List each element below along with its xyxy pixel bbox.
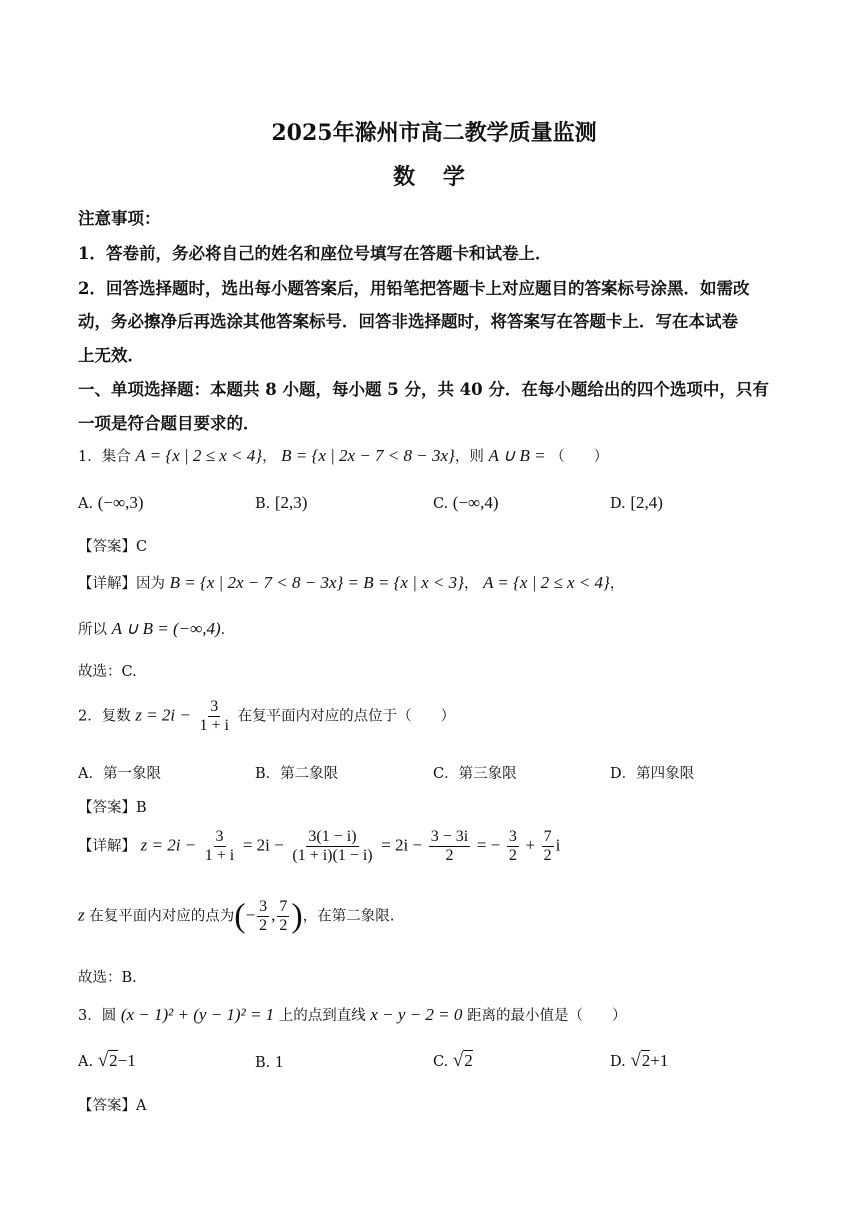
q1-detail bbox=[78, 572, 624, 593]
section-1-line-1: 一、单项选择题：本题共 8 小题，每小题 5 分，共 40 分．在每小题给出的四个选项中，只有 bbox=[78, 380, 769, 399]
exam-title: 2025年滁州市高二教学质量监测 bbox=[271, 120, 597, 146]
q1-then: ，则 bbox=[454, 449, 484, 465]
q1-detail-end: ， bbox=[609, 576, 625, 592]
q2-option-d: D．第四象限 bbox=[610, 766, 695, 782]
question-1 bbox=[78, 445, 608, 466]
q2-d-frac-4 bbox=[507, 828, 519, 865]
q1-option-c-label: C. bbox=[433, 496, 449, 512]
q2-point-frac-1-num: 3 bbox=[259, 898, 268, 915]
sqrt-icon: √ bbox=[97, 1050, 109, 1071]
q1-prefix: 1．集合 bbox=[78, 449, 131, 465]
q2-point-rparen: ) bbox=[291, 897, 303, 935]
subject-title: 数 学 bbox=[393, 164, 475, 190]
q3-option-d-label: D. bbox=[610, 1054, 626, 1070]
q1-option-a-value: (−∞,3) bbox=[97, 493, 144, 512]
q1-set-a: A = {x | 2 ≤ x < 4} bbox=[135, 446, 263, 465]
q2-suffix: 在复平面内对应的点位于（ ） bbox=[237, 708, 456, 725]
q3-answer-label: 【答案】 bbox=[78, 1098, 136, 1114]
q1-so-end: ． bbox=[220, 622, 236, 638]
q2-d-frac-3 bbox=[429, 828, 470, 865]
q2-d-frac-5-num: 7 bbox=[543, 828, 552, 845]
q1-answer-value: C bbox=[136, 539, 148, 555]
q3-suffix: 距离的最小值是（ ） bbox=[467, 1008, 627, 1024]
notice-item-2-line-2: 动，务必擦净后再选涂其他答案标号．回答非选择题时，将答案写在答题卡上．写在本试卷 bbox=[78, 312, 738, 331]
q2-point-minus: − bbox=[245, 905, 256, 925]
q1-option-c bbox=[433, 493, 499, 513]
q2-d-frac-1-den: 1 + i bbox=[204, 847, 235, 864]
q1-union: A ∪ B = bbox=[488, 446, 546, 465]
q1-conclusion bbox=[78, 618, 235, 639]
q2-point-text: 在复平面内对应的点为 bbox=[89, 908, 235, 925]
q2-detail bbox=[78, 828, 560, 865]
q2-d-frac-3-den: 2 bbox=[445, 847, 454, 864]
q2-d-frac-5-den: 2 bbox=[543, 847, 552, 864]
sqrt-icon: √ bbox=[452, 1050, 464, 1071]
q2-choose: 故选：B. bbox=[78, 970, 137, 986]
q2-point-comma: , bbox=[271, 905, 276, 925]
q3-option-d bbox=[610, 1050, 668, 1072]
q1-option-b bbox=[255, 493, 307, 513]
notice-item-2-line-1: 2．回答选择题时，选出每小题答案后，用铅笔把答题卡上对应题目的答案标号涂黑．如需改 bbox=[78, 279, 750, 298]
notice-heading: 注意事项： bbox=[78, 209, 161, 228]
q1-option-d bbox=[610, 493, 663, 513]
q1-set-b: B = {x | 2x − 7 < 8 − 3x} bbox=[281, 446, 455, 465]
q3-line-equation: x − y − 2 = 0 bbox=[370, 1005, 463, 1024]
q2-frac-num: 3 bbox=[210, 698, 219, 715]
q2-point-z: z bbox=[78, 905, 85, 925]
q1-so-text: 所以 bbox=[78, 622, 107, 638]
q2-d-plus: + bbox=[525, 835, 536, 855]
q1-option-b-value: [2,3) bbox=[274, 493, 308, 512]
q2-d-frac-2-den: (1 + i)(1 − i) bbox=[292, 847, 373, 864]
q1-so-math: A ∪ B = (−∞,4) bbox=[111, 619, 221, 638]
q2-d-frac-3-num: 3 − 3i bbox=[430, 828, 469, 845]
q1-detail-label: 【详解】 bbox=[78, 576, 136, 592]
q3-mid-text: 上的点到直线 bbox=[278, 1008, 366, 1024]
q2-point-frac-2 bbox=[277, 898, 289, 935]
q2-point-lparen: ( bbox=[234, 897, 246, 935]
q1-answer bbox=[78, 535, 147, 556]
q1-paren: （ ） bbox=[550, 449, 609, 465]
q3-option-a-radicand: 2 bbox=[109, 1051, 118, 1070]
q1-answer-label: 【答案】 bbox=[78, 539, 136, 555]
q2-fraction bbox=[198, 698, 231, 735]
q3-option-a-tail: −1 bbox=[117, 1051, 136, 1070]
q3-answer bbox=[78, 1094, 146, 1115]
q1-detail-math-1: B = {x | 2x − 7 < 8 − 3x} = B = {x | x < 3} bbox=[169, 573, 464, 592]
q2-d-frac-1 bbox=[203, 828, 236, 865]
q2-detail-label: 【详解】 bbox=[78, 838, 136, 855]
q2-d-frac-4-num: 3 bbox=[508, 828, 517, 845]
q3-option-d-tail: +1 bbox=[650, 1051, 669, 1070]
q2-point-frac-2-den: 2 bbox=[279, 917, 288, 934]
question-3 bbox=[78, 1004, 627, 1025]
q3-option-a bbox=[78, 1050, 136, 1072]
question-2 bbox=[78, 698, 455, 735]
q3-circle-equation: (x − 1)² + (y − 1)² = 1 bbox=[120, 1005, 275, 1024]
q3-option-c-label: C. bbox=[433, 1054, 449, 1070]
q2-d-eq-3: = 2i − bbox=[381, 835, 423, 855]
section-1-line-2: 一项是符合题目要求的． bbox=[78, 414, 260, 433]
notice-item-1: 1．答卷前，务必将自己的姓名和座位号填写在答题卡和试卷上． bbox=[78, 244, 552, 263]
q3-option-c-radicand: 2 bbox=[464, 1051, 473, 1070]
q1-detail-text: 因为 bbox=[136, 576, 165, 592]
q2-option-b: B．第二象限 bbox=[255, 766, 339, 782]
q2-z-eq: z = 2i − bbox=[135, 705, 191, 725]
q1-option-d-value: [2,4) bbox=[630, 493, 663, 512]
q2-option-c: C．第三象限 bbox=[433, 766, 517, 782]
q2-answer bbox=[78, 796, 147, 817]
q2-d-eq-4: = − bbox=[476, 835, 501, 855]
q1-option-c-value: (−∞,4) bbox=[452, 493, 499, 512]
q1-detail-math-2: A = {x | 2 ≤ x < 4} bbox=[483, 573, 610, 592]
q3-option-c bbox=[433, 1050, 473, 1072]
q3-answer-value: A bbox=[136, 1098, 147, 1114]
q1-sep: ， bbox=[262, 449, 277, 465]
q2-d-frac-2 bbox=[290, 828, 374, 865]
q3-option-b bbox=[255, 1052, 283, 1072]
q1-option-b-label: B. bbox=[255, 496, 271, 512]
q3-option-d-radicand: 2 bbox=[641, 1051, 651, 1070]
q2-d-frac-2-num: 3(1 − i) bbox=[308, 828, 357, 845]
q3-option-b-value: 1 bbox=[274, 1052, 284, 1071]
q3-prefix: 3．圆 bbox=[78, 1008, 117, 1024]
q2-prefix: 2．复数 bbox=[78, 708, 131, 725]
q2-d-frac-1-num: 3 bbox=[215, 828, 224, 845]
q2-d-frac-5 bbox=[542, 828, 554, 865]
q2-point bbox=[78, 898, 394, 935]
q2-answer-value: B bbox=[136, 800, 147, 816]
q2-point-frac-1-den: 2 bbox=[259, 917, 268, 934]
q2-d-i: i bbox=[555, 835, 561, 855]
q1-detail-sep: ， bbox=[463, 576, 479, 592]
q2-point-end: ，在第二象限. bbox=[302, 908, 395, 925]
q2-d-eq-2: = 2i − bbox=[242, 835, 284, 855]
notice-item-2-line-3: 上无效． bbox=[78, 346, 144, 365]
q2-point-frac-2-num: 7 bbox=[279, 898, 288, 915]
q2-option-a: A．第一象限 bbox=[78, 766, 161, 782]
q2-d-z: z = 2i − bbox=[140, 835, 197, 855]
q3-option-a-label: A. bbox=[78, 1054, 94, 1070]
sqrt-icon: √ bbox=[630, 1050, 641, 1071]
q2-frac-den: 1 + i bbox=[199, 717, 229, 734]
q2-d-frac-4-den: 2 bbox=[508, 847, 517, 864]
q2-point-frac-1 bbox=[257, 898, 269, 935]
q2-answer-label: 【答案】 bbox=[78, 800, 136, 816]
q3-option-b-label: B. bbox=[255, 1055, 271, 1071]
q1-option-a-label: A. bbox=[78, 496, 94, 512]
q1-option-a bbox=[78, 493, 143, 513]
q1-option-d-label: D. bbox=[610, 496, 626, 512]
q1-choose: 故选：C. bbox=[78, 664, 137, 680]
